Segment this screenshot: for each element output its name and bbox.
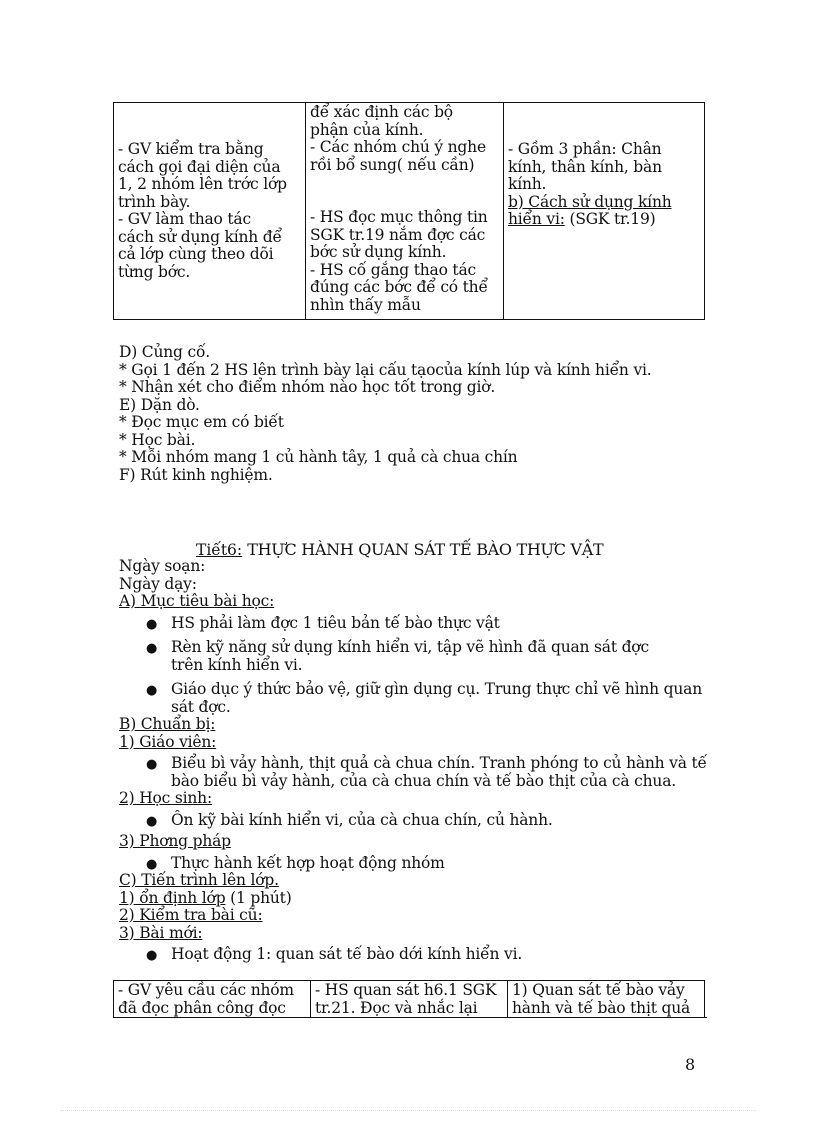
student-activity: - HS quan sát h6.1 SGK tr.21. Đọc và nhắc lại [315, 981, 497, 1017]
student-activity-cell [306, 103, 504, 320]
method-heading: 3) Phơng pháp [119, 832, 231, 850]
content-cell [508, 981, 705, 1019]
step1-heading: 1) ổn định lớp [119, 888, 226, 907]
content-usage [508, 194, 678, 229]
bullet-icon: ● [146, 856, 158, 872]
usage-ref: (SGK tr.19) [569, 210, 656, 228]
activity-item [119, 946, 709, 964]
student-activity-3: - HS đọc mục thông tin SGK tr.19 nắm đợc các bớc sử dụng kính. [310, 208, 488, 261]
objective-item [119, 681, 711, 716]
lesson-table-bottom-wrap [113, 980, 707, 1018]
student-activity-2: - Các nhóm chú ý nghe rồi bổ sung( nếu cần) [310, 138, 486, 174]
prep-date: Ngày soạn: [119, 557, 206, 575]
content-cell [504, 103, 705, 320]
teacher-prep-item [119, 755, 711, 790]
wrap-up-section [119, 344, 652, 484]
objective-item [119, 615, 709, 633]
homework-item: * Học bài. [119, 430, 196, 449]
bullet-icon: ● [146, 616, 158, 632]
consolidation-heading: D) Củng cố. [119, 343, 210, 361]
lesson-heading: THỰC HÀNH QUAN SÁT TẾ BÀO THỰC VẬT [247, 540, 604, 559]
page-footer-rule [60, 1110, 756, 1111]
student-prep-text: Ôn kỹ bài kính hiển vi, của cà chua chín, củ hành. [171, 810, 553, 829]
objective-text: Rèn kỹ năng sử dụng kính hiển vi, tập vẽ hình đã quan sát đợc trên kính hiển vi. [171, 638, 649, 674]
lesson-table-bottom [113, 980, 705, 1018]
teacher-activity-1: - GV kiểm tra bằng cách gọi đại diện của 1, 2 nhóm lên trớc lớp trình bày. [118, 140, 287, 211]
student-activity-4: - HS cố gắng thao tác đúng các bớc để có thể nhìn thấy mẫu [310, 260, 488, 314]
bullet-icon: ● [146, 948, 158, 963]
content-parts: - Gồm 3 phần: Chân kính, thân kính, bàn kính. [508, 140, 662, 193]
step1-line [119, 890, 709, 908]
homework-heading: E) Dặn dò. [119, 395, 200, 414]
objective-text: Giáo dục ý thức bảo vệ, giữ gìn dụng cụ. Trung thực chỉ vẽ hình quan sát đợc. [171, 680, 703, 716]
procedure-heading: C) Tiến trình lên lớp. [119, 871, 279, 889]
objectives-heading: A) Mục tiêu bài học: [119, 592, 275, 610]
bullet-icon: ● [146, 683, 158, 698]
bullet-icon: ● [146, 757, 158, 772]
student-prep-heading: 2) Học sinh: [119, 789, 212, 807]
teacher-prep-text: Biểu bì vảy hành, thịt quả cà chua chín. Tranh phóng to củ hành và tế bào biểu bì vảy hành, của cà chua chín và tế bào thịt của cà chua. [171, 754, 707, 790]
bullet-icon: ● [146, 813, 158, 829]
teacher-activity-cell [114, 981, 311, 1019]
preparation-heading: B) Chuẩn bị: [119, 715, 216, 733]
objective-text: HS phải làm đợc 1 tiêu bản tế bào thực vật [171, 613, 500, 632]
objective-item [119, 639, 671, 674]
lesson-title [196, 540, 603, 559]
consolidation-item: * Nhận xét cho điểm nhóm nào học tốt trong giờ. [119, 378, 496, 396]
student-prep-item [119, 812, 709, 830]
homework-item: * Mỗi nhóm mang 1 củ hành tây, 1 quả cà chua chín [119, 448, 518, 466]
consolidation-item: * Gọi 1 đến 2 HS lên trình bày lại cấu tạocủa kính lúp và kính hiển vi. [119, 360, 652, 379]
student-activity-cell [311, 981, 508, 1019]
usage-heading: b) Cách sử dụng kính hiển vi: [508, 192, 672, 228]
teacher-activity-cell [114, 103, 306, 320]
page-number: 8 [685, 1055, 696, 1074]
lesson-body [119, 558, 709, 964]
teacher-activity-2: - GV làm thao tác cách sử dụng kính để cả lớp cùng theo dõi từng bớc. [118, 210, 282, 281]
teach-date: Ngày dạy: [119, 574, 197, 593]
activity-text: Hoạt động 1: quan sát tế bào dới kính hiển vi. [171, 945, 523, 963]
lesson-number: Tiết6: [196, 541, 243, 559]
teacher-prep-heading: 1) Giáo viên: [119, 732, 217, 751]
method-text: Thực hành kết hợp hoạt động nhóm [171, 853, 445, 872]
step1-note: (1 phút) [230, 888, 292, 907]
student-activity-1: để xác định các bộ phận của kính. [310, 103, 453, 139]
step3-heading: 3) Bài mới: [119, 923, 203, 942]
content-text: 1) Quan sát tế bào vảy hành và tế bào thịt quả [512, 981, 691, 1017]
step2-heading: 2) Kiểm tra bài cũ: [119, 906, 263, 924]
teacher-activity: - GV yêu cầu các nhóm đã đọc phân công đọc [118, 981, 294, 1017]
bullet-icon: ● [146, 641, 158, 656]
experience-heading: F) Rút kinh nghiệm. [119, 465, 273, 484]
method-item [119, 855, 709, 873]
homework-item: * Đọc mục em có biết [119, 413, 284, 431]
lesson-table-top [113, 102, 705, 320]
